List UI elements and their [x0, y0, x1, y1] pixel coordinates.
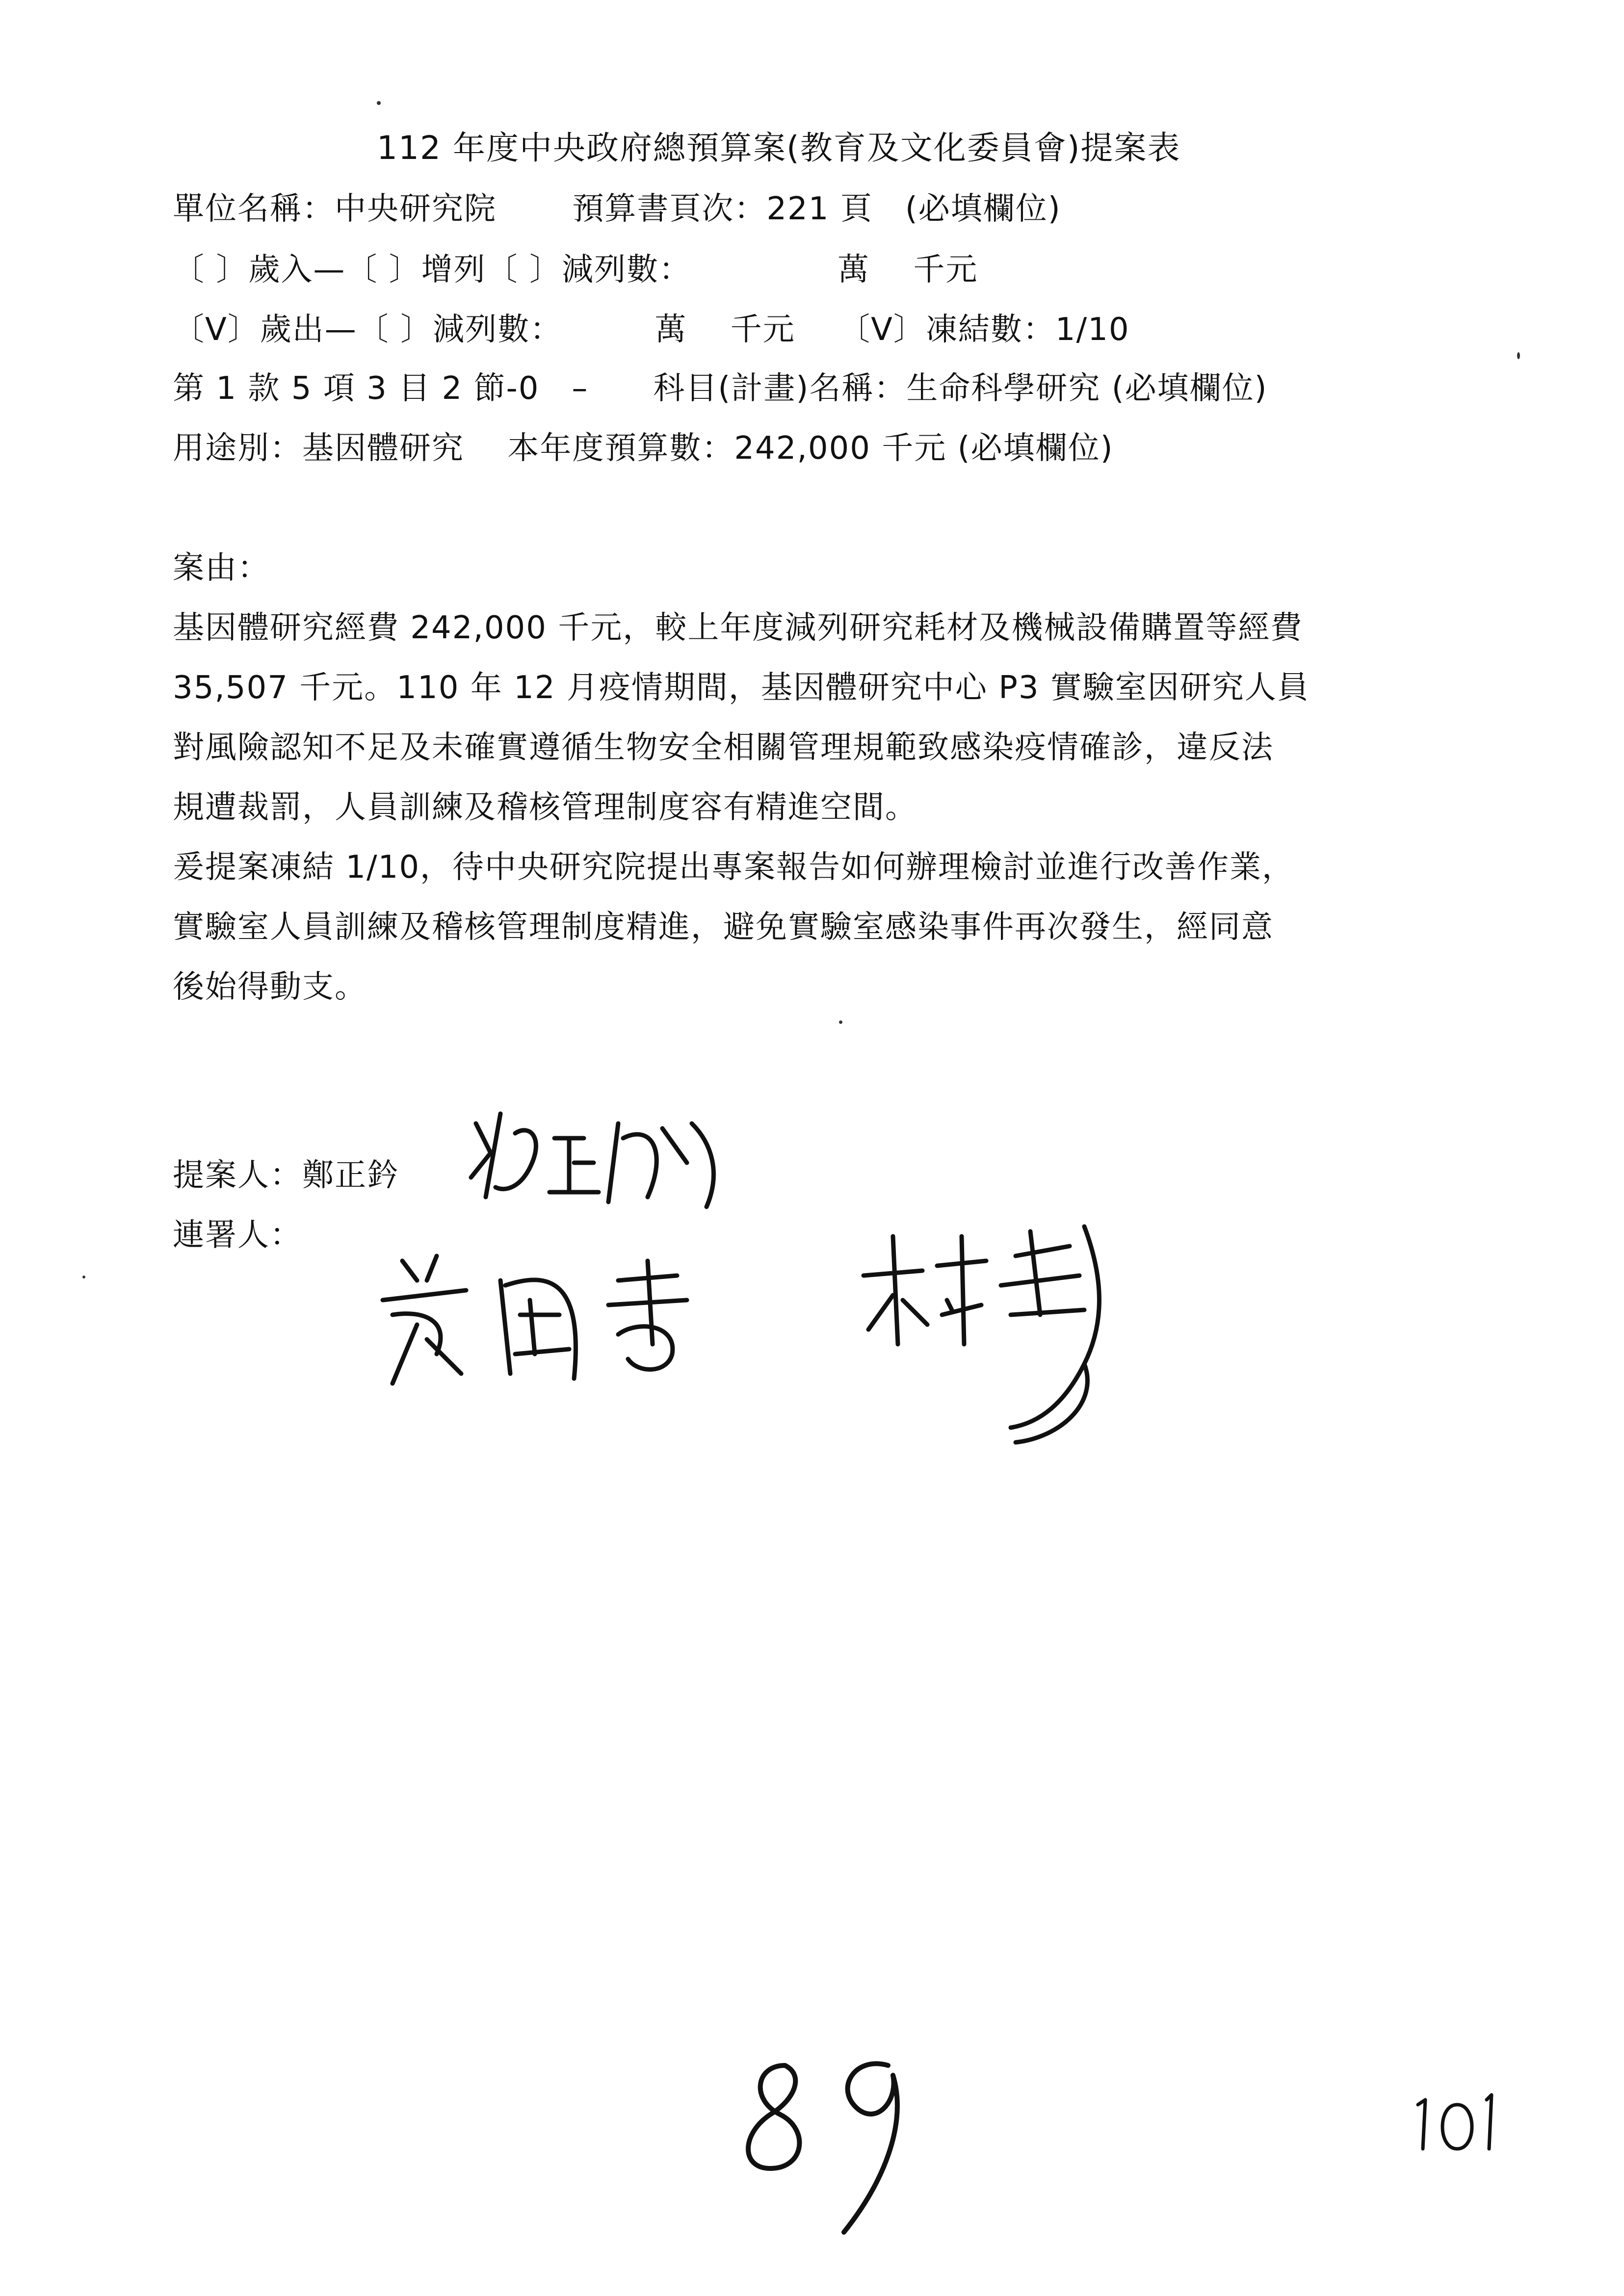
expenditure-line: 〔V〕歲出—〔 〕減列數： 萬 千元 〔V〕凍結數：1/10 — [173, 312, 1130, 348]
reason-text-line: 實驗室人員訓練及稽核管理制度精進，避免實驗室感染事件再次發生，經同意 — [173, 909, 1274, 945]
proposer-label: 提案人：鄭正鈐 — [173, 1157, 399, 1194]
revenue-line: 〔 〕歲入—〔 〕增列〔 〕減列數： 萬 千元 — [173, 252, 978, 288]
reason-text-line: 基因體研究經費 242,000 千元，較上年度減列研究耗材及機械設備購置等經費 — [173, 610, 1303, 646]
reason-text-line: 規遭裁罰，人員訓練及稽核管理制度容有精進空間。 — [173, 789, 917, 826]
reason-text-line: 對風險認知不足及未確實遵循生物安全相關管理規範致感染疫情確診，違反法 — [173, 730, 1274, 766]
reason-text-line: 爰提案凍結 1/10，待中央研究院提出專案報告如何辦理檢討並進行改善作業， — [173, 849, 1295, 886]
document-title: 112 年度中央政府總預算案(教育及文化委員會)提案表 — [377, 129, 1181, 167]
handwritten-page-number — [726, 2046, 932, 2252]
handwritten-corner-number — [1408, 2090, 1506, 2159]
scan-speck — [82, 1276, 85, 1278]
cosigner-label: 連署人： — [173, 1217, 302, 1253]
scan-speck — [377, 101, 381, 105]
reason-label: 案由： — [173, 550, 270, 586]
cosigner-signature — [854, 1217, 1168, 1462]
scan-speck — [839, 1020, 842, 1024]
cosigner-signature — [363, 1226, 805, 1403]
unit-name-line: 單位名稱：中央研究院 預算書頁次：221 頁 (必填欄位) — [173, 191, 1061, 227]
account-line: 第 1 款 5 項 3 目 2 節-0 – 科目(計畫)名稱：生命科學研究 (必填欄位) — [173, 370, 1268, 407]
reason-text-line: 後始得動支。 — [173, 969, 367, 1005]
purpose-line: 用途別：基因體研究 本年度預算數：242,000 千元 (必填欄位) — [173, 430, 1114, 467]
proposer-signature — [456, 1094, 760, 1222]
scan-speck — [1517, 352, 1520, 359]
reason-text-line: 35,507 千元。110 年 12 月疫情期間，基因體研究中心 P3 實驗室因研究人員 — [173, 670, 1310, 706]
